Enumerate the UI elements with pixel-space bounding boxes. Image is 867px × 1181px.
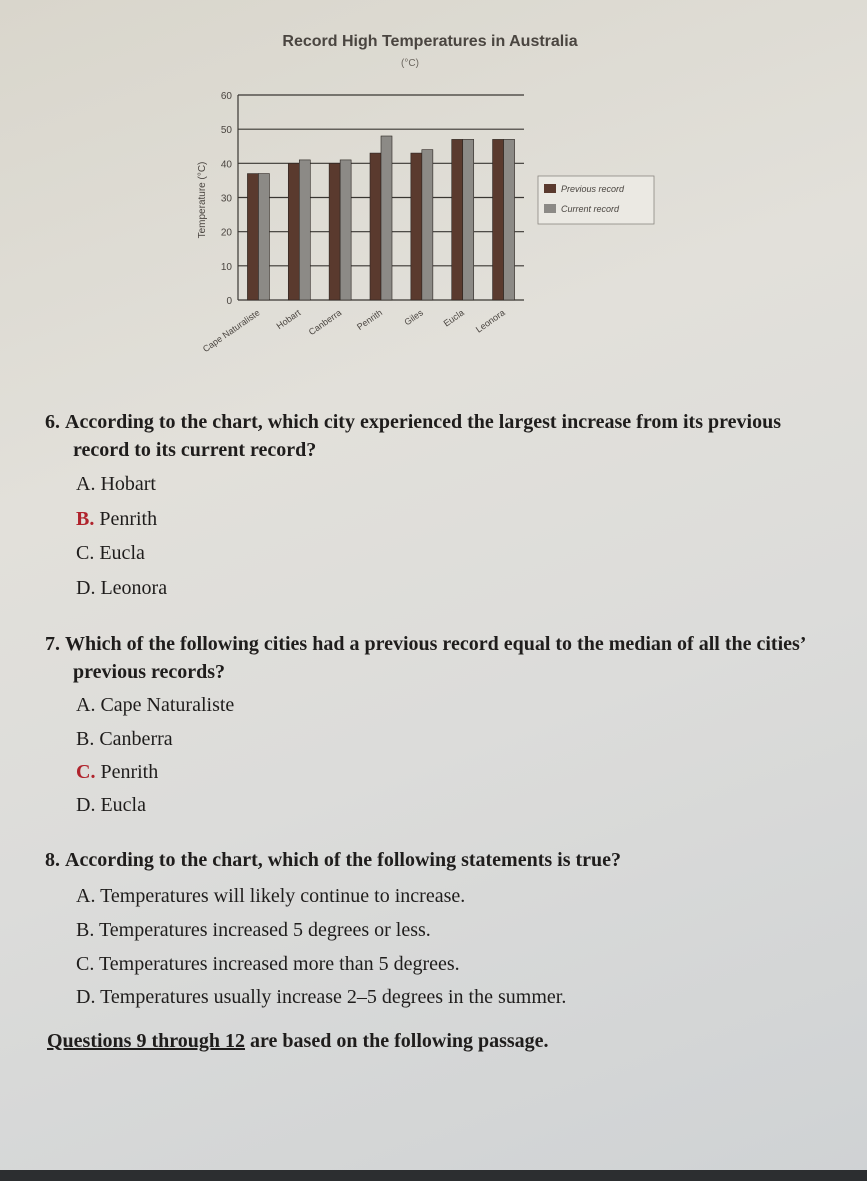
question-stem: According to the chart, which of the following statements is true? xyxy=(65,849,622,871)
option-d[interactable] xyxy=(76,983,566,1011)
option-a[interactable] xyxy=(76,882,465,910)
option-text: Temperatures will likely continue to increase. xyxy=(100,885,466,907)
option-a[interactable] xyxy=(76,470,156,498)
bar-current xyxy=(340,160,351,300)
y-tick-label: 60 xyxy=(220,91,232,102)
question-6 xyxy=(45,408,825,464)
option-c-selected[interactable] xyxy=(76,758,158,786)
y-tick-label: 40 xyxy=(220,159,232,171)
option-text: Temperatures increased more than 5 degrees. xyxy=(98,953,460,975)
x-tick-label: Giles xyxy=(402,307,426,328)
option-letter: A. xyxy=(76,694,96,716)
bar-previous xyxy=(493,139,504,300)
option-text: Leonora xyxy=(100,577,168,599)
bar-current xyxy=(299,160,310,300)
option-letter: B. xyxy=(76,919,95,941)
option-c[interactable] xyxy=(76,539,145,567)
bar-current xyxy=(422,150,433,300)
option-letter: C. xyxy=(76,761,96,783)
option-text: Temperatures increased 5 degrees or less. xyxy=(98,919,431,941)
bottom-edge xyxy=(0,1170,867,1181)
bar-previous xyxy=(288,163,299,300)
x-tick-label: Cape Naturaliste xyxy=(200,307,262,355)
y-tick-label: 30 xyxy=(220,193,232,205)
passage-range: Questions 9 through 12 xyxy=(47,1030,246,1052)
bar-previous xyxy=(329,163,340,300)
bar-current xyxy=(463,139,474,300)
option-letter: B. xyxy=(76,728,95,750)
question-stem: Which of the following cities had a previous record equal to the median of all the cities’ previous records? xyxy=(65,633,805,683)
option-letter: D. xyxy=(76,794,96,816)
y-axis-label: Temperature (°C) xyxy=(197,161,208,239)
passage-intro xyxy=(47,1030,549,1053)
option-text: Penrith xyxy=(99,508,158,530)
legend-label: Previous record xyxy=(561,184,625,194)
x-tick-label: Hobart xyxy=(274,307,303,332)
passage-intro-text: are based on the following passage. xyxy=(245,1030,549,1052)
legend-swatch xyxy=(544,204,556,213)
question-number: 8. xyxy=(45,849,60,871)
y-tick-label: 20 xyxy=(220,227,232,239)
y-tick-label: 10 xyxy=(220,261,232,273)
bar-previous xyxy=(370,153,381,300)
option-b[interactable] xyxy=(76,916,431,944)
option-text: Eucla xyxy=(99,542,145,564)
option-b[interactable] xyxy=(76,725,173,753)
option-a[interactable] xyxy=(76,691,234,719)
bar-current xyxy=(381,136,392,300)
y-tick-label: 50 xyxy=(220,125,232,137)
option-letter: A. xyxy=(76,885,96,907)
question-7 xyxy=(45,630,825,686)
option-text: Canberra xyxy=(99,728,173,750)
x-tick-label: Eucla xyxy=(441,307,466,329)
bar-chart xyxy=(0,0,867,390)
question-number: 6. xyxy=(45,411,60,433)
option-text: Hobart xyxy=(100,473,156,495)
option-c[interactable] xyxy=(76,950,460,978)
bar-previous xyxy=(247,174,258,300)
option-letter: C. xyxy=(76,542,95,564)
chart-title: Record High Temperatures in Australia xyxy=(282,33,578,50)
bar-current xyxy=(258,174,269,300)
x-tick-label: Penrith xyxy=(355,307,385,333)
bar-previous xyxy=(452,139,463,300)
option-letter: C. xyxy=(76,953,95,975)
option-letter: D. xyxy=(76,986,96,1008)
y-tick-label: 0 xyxy=(226,296,232,307)
option-text: Penrith xyxy=(100,761,159,783)
option-letter: D. xyxy=(76,577,96,599)
option-b-selected[interactable] xyxy=(76,505,157,533)
option-text: Cape Naturaliste xyxy=(100,694,235,716)
option-d[interactable] xyxy=(76,791,146,819)
legend-swatch xyxy=(544,184,556,193)
option-d[interactable] xyxy=(76,574,167,602)
x-tick-label: Leonora xyxy=(473,307,507,335)
question-stem: According to the chart, which city experienced the largest increase from its previous record to its current record? xyxy=(65,411,781,461)
option-text: Eucla xyxy=(100,794,146,816)
bar-previous xyxy=(411,153,422,300)
legend-label: Current record xyxy=(561,204,620,214)
x-tick-label: Canberra xyxy=(306,307,344,338)
option-text: Temperatures usually increase 2–5 degrees in the summer. xyxy=(100,986,567,1008)
option-letter: A. xyxy=(76,473,96,495)
question-8 xyxy=(45,846,825,874)
question-number: 7. xyxy=(45,633,60,655)
option-letter: B. xyxy=(76,508,95,530)
chart-subtitle: (°C) xyxy=(401,58,419,69)
bar-current xyxy=(504,139,515,300)
